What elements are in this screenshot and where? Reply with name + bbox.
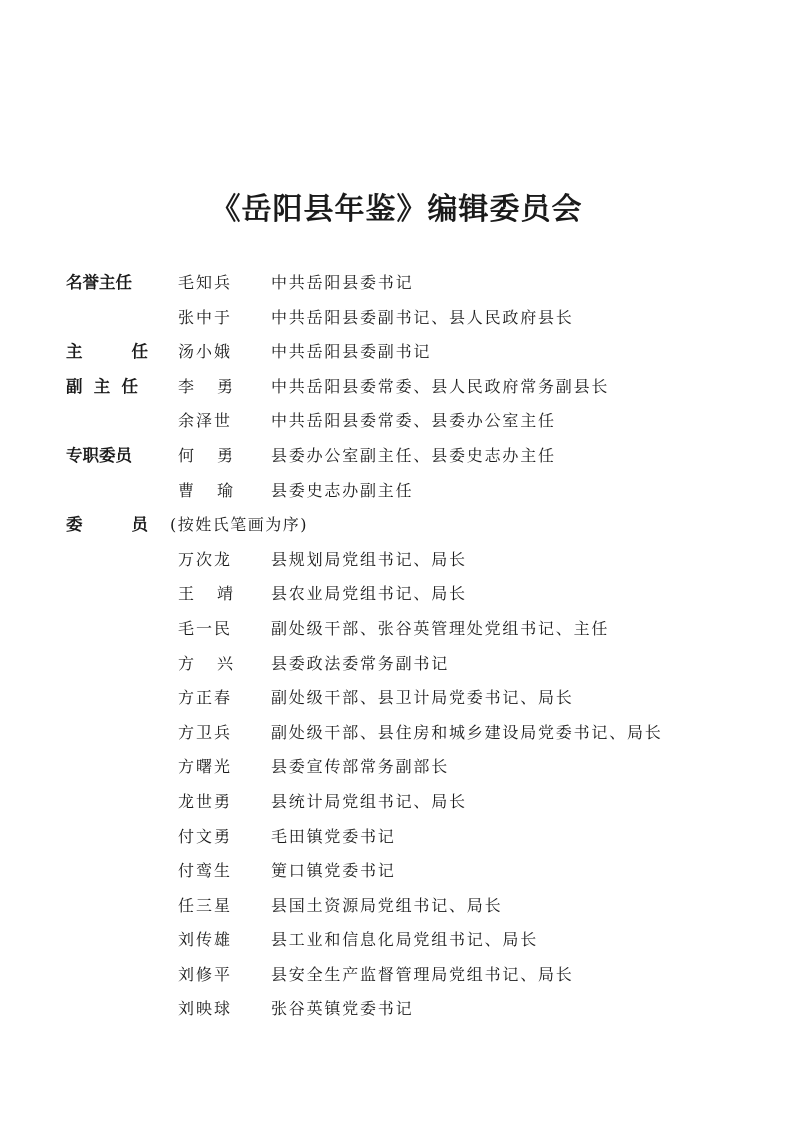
member-post: 毛田镇党委书记 <box>271 826 396 846</box>
member-post: 中共岳阳县委副书记 <box>271 342 432 362</box>
role-label: 主 任 <box>66 342 148 362</box>
member-post: 县委办公室副主任、县委史志办主任 <box>271 445 556 465</box>
member-post: 副处级干部、县住房和城乡建设局党委书记、局长 <box>271 722 663 742</box>
role-label: 委 员 <box>66 515 148 535</box>
roster-row <box>0 266 793 301</box>
roster-row <box>0 958 793 993</box>
member-name: 付鸾生 <box>178 861 233 881</box>
member-name: 刘传雄 <box>178 930 233 950</box>
member-post: 县委政法委常务副书记 <box>271 653 450 673</box>
roster-row <box>0 647 793 682</box>
member-name: 方卫兵 <box>178 722 233 742</box>
member-post: 中共岳阳县委书记 <box>271 273 414 292</box>
member-name: 龙世勇 <box>178 791 233 811</box>
roster-row <box>0 577 793 612</box>
member-post: 县委宣传部常务副部长 <box>271 757 450 777</box>
member-post: 副处级干部、张谷英管理处党组书记、主任 <box>271 618 610 638</box>
roster-row <box>0 923 793 958</box>
roster-row <box>0 301 793 336</box>
member-post: 县工业和信息化局党组书记、局长 <box>271 930 539 950</box>
member-name: 余泽世 <box>178 411 233 431</box>
roster-row <box>0 750 793 785</box>
member-name: 王 靖 <box>178 584 234 604</box>
member-post: 县安全生产监督管理局党组书记、局长 <box>271 964 574 984</box>
member-name: 毛一民 <box>178 618 233 638</box>
member-name: 方 兴 <box>178 653 234 673</box>
roster-row <box>0 543 793 578</box>
member-name: 任三星 <box>178 895 233 915</box>
roster-row <box>0 889 793 924</box>
member-post: 县统计局党组书记、局长 <box>271 791 467 811</box>
member-post: 县农业局党组书记、局长 <box>271 584 467 604</box>
member-name: 李 勇 <box>178 376 234 396</box>
member-name: 万次龙 <box>178 549 233 569</box>
member-name: 何 勇 <box>178 445 234 465</box>
role-label: 专职委员 <box>66 445 132 465</box>
roster-row <box>0 785 793 820</box>
committee-roster <box>0 266 793 1027</box>
member-post: 县国土资源局党组书记、局长 <box>271 895 503 915</box>
member-name: 方曙光 <box>178 757 233 777</box>
roster-row <box>0 508 793 543</box>
role-label: 名誉主任 <box>66 273 132 292</box>
member-post: 副处级干部、县卫计局党委书记、局长 <box>271 688 574 708</box>
member-post: 中共岳阳县委常委、县人民政府常务副县长 <box>271 376 610 396</box>
roster-row <box>0 716 793 751</box>
member-name: 张中于 <box>178 307 233 327</box>
member-post: 张谷英镇党委书记 <box>271 999 414 1019</box>
roster-row <box>0 474 793 509</box>
member-name: 毛知兵 <box>178 273 233 292</box>
roster-row <box>0 992 793 1027</box>
role-label: 副 主 任 <box>66 376 138 396</box>
member-post: 中共岳阳县委常委、县委办公室主任 <box>271 411 556 431</box>
roster-row <box>0 854 793 889</box>
roster-row <box>0 404 793 439</box>
page-title: 《岳阳县年鉴》编辑委员会 <box>210 192 583 227</box>
member-name: 刘映球 <box>178 999 233 1019</box>
ordering-note: (按姓氏笔画为序) <box>170 515 308 535</box>
member-name: 汤小娥 <box>178 342 233 362</box>
member-name: 曹 瑜 <box>178 480 234 500</box>
member-name: 方正春 <box>178 688 233 708</box>
roster-row <box>0 612 793 647</box>
member-name: 刘修平 <box>178 964 233 984</box>
member-name: 付文勇 <box>178 826 233 846</box>
member-post: 中共岳阳县委副书记、县人民政府县长 <box>271 307 574 327</box>
roster-row <box>0 370 793 405</box>
member-post: 筻口镇党委书记 <box>271 861 396 881</box>
member-post: 县委史志办副主任 <box>271 480 414 500</box>
roster-row <box>0 439 793 474</box>
roster-row <box>0 335 793 370</box>
roster-row <box>0 681 793 716</box>
member-post: 县规划局党组书记、局长 <box>271 549 467 569</box>
roster-row <box>0 820 793 855</box>
